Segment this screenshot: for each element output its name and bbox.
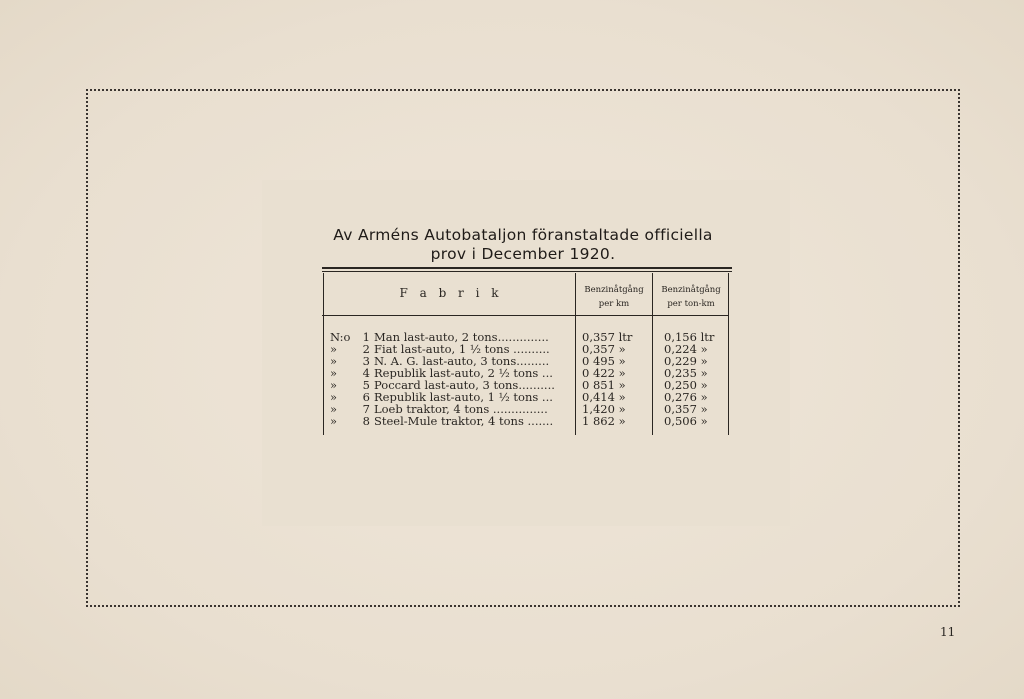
header-fuel-per-ton-km xyxy=(655,283,727,311)
table-left-border xyxy=(323,273,324,435)
page-number: 11 xyxy=(940,625,956,639)
row-fuel-per-ton-km: 0,229 » xyxy=(664,354,708,368)
row-fuel-per-ton-km: 0,506 » xyxy=(664,414,708,428)
row-number: 8 xyxy=(362,414,370,428)
row-fuel-per-ton-km: 0,250 » xyxy=(664,378,708,392)
row-prefix: » xyxy=(330,414,338,428)
table-column-divider-2 xyxy=(652,273,653,435)
row-prefix: N:o xyxy=(330,330,351,344)
header-fuel-per-km xyxy=(578,283,650,311)
row-fuel-per-km: 0,357 ltr xyxy=(582,330,633,344)
row-make: Republik last-auto, 1 ½ tons ... xyxy=(374,391,553,403)
row-fuel-per-ton-km: 0,224 » xyxy=(664,342,708,356)
row-fuel-per-km: 0,414 » xyxy=(582,390,626,404)
row-fuel-per-km: 0 851 » xyxy=(582,378,626,392)
row-number: 7 xyxy=(362,402,370,416)
table-top-rule-thin xyxy=(322,271,732,272)
row-prefix: » xyxy=(330,378,338,392)
title-line-2: prov i December 1920. xyxy=(430,245,616,263)
row-fuel-per-ton-km: 0,357 » xyxy=(664,402,708,416)
row-number: 3 xyxy=(362,354,370,368)
row-fuel-per-km: 0,357 » xyxy=(582,342,626,356)
header-fuel-per-km-line2: per km xyxy=(598,299,630,309)
row-fuel-per-km: 1 862 » xyxy=(582,414,626,428)
row-make: Republik last-auto, 2 ½ tons ... xyxy=(374,367,553,379)
row-prefix: » xyxy=(330,366,338,380)
title-line-1: Av Arméns Autobataljon föranstaltade officiella xyxy=(333,226,713,244)
header-fuel-per-ton-km-line2: per ton-km xyxy=(667,299,715,309)
header-fuel-per-km-line1: Benzinåtgång xyxy=(584,285,644,295)
row-number: 2 xyxy=(362,342,370,356)
header-fuel-per-ton-km-line1: Benzinåtgång xyxy=(661,285,721,295)
row-make: Fiat last-auto, 1 ½ tons .......... xyxy=(374,343,550,355)
row-fuel-per-ton-km: 0,235 » xyxy=(664,366,708,380)
row-fuel-per-ton-km: 0,276 » xyxy=(664,390,708,404)
table-top-rule xyxy=(322,267,732,269)
row-number: 6 xyxy=(362,390,370,404)
row-fuel-per-km: 0 495 » xyxy=(582,354,626,368)
row-make: N. A. G. last-auto, 3 tons......... xyxy=(374,355,550,367)
row-number: 4 xyxy=(362,366,370,380)
row-fuel-per-km: 1,420 » xyxy=(582,402,626,416)
row-prefix: » xyxy=(330,390,338,404)
row-make: Poccard last-auto, 3 tons.......... xyxy=(374,379,555,391)
row-fuel-per-km: 0 422 » xyxy=(582,366,626,380)
row-prefix: » xyxy=(330,354,338,368)
row-fuel-per-ton-km: 0,156 ltr xyxy=(664,330,715,344)
row-make: Man last-auto, 2 tons.............. xyxy=(374,331,549,343)
header-fabrik: F a b r i k xyxy=(399,286,503,300)
row-make: Steel-Mule traktor, 4 tons ....... xyxy=(374,415,554,427)
row-prefix: » xyxy=(330,402,338,416)
row-number: 5 xyxy=(362,378,370,392)
row-make: Loeb traktor, 4 tons ............... xyxy=(374,403,548,415)
table-header-rule xyxy=(322,315,728,316)
row-prefix: » xyxy=(330,342,338,356)
table-title xyxy=(300,226,746,264)
table-right-border xyxy=(728,273,729,435)
row-number: 1 xyxy=(362,330,370,344)
